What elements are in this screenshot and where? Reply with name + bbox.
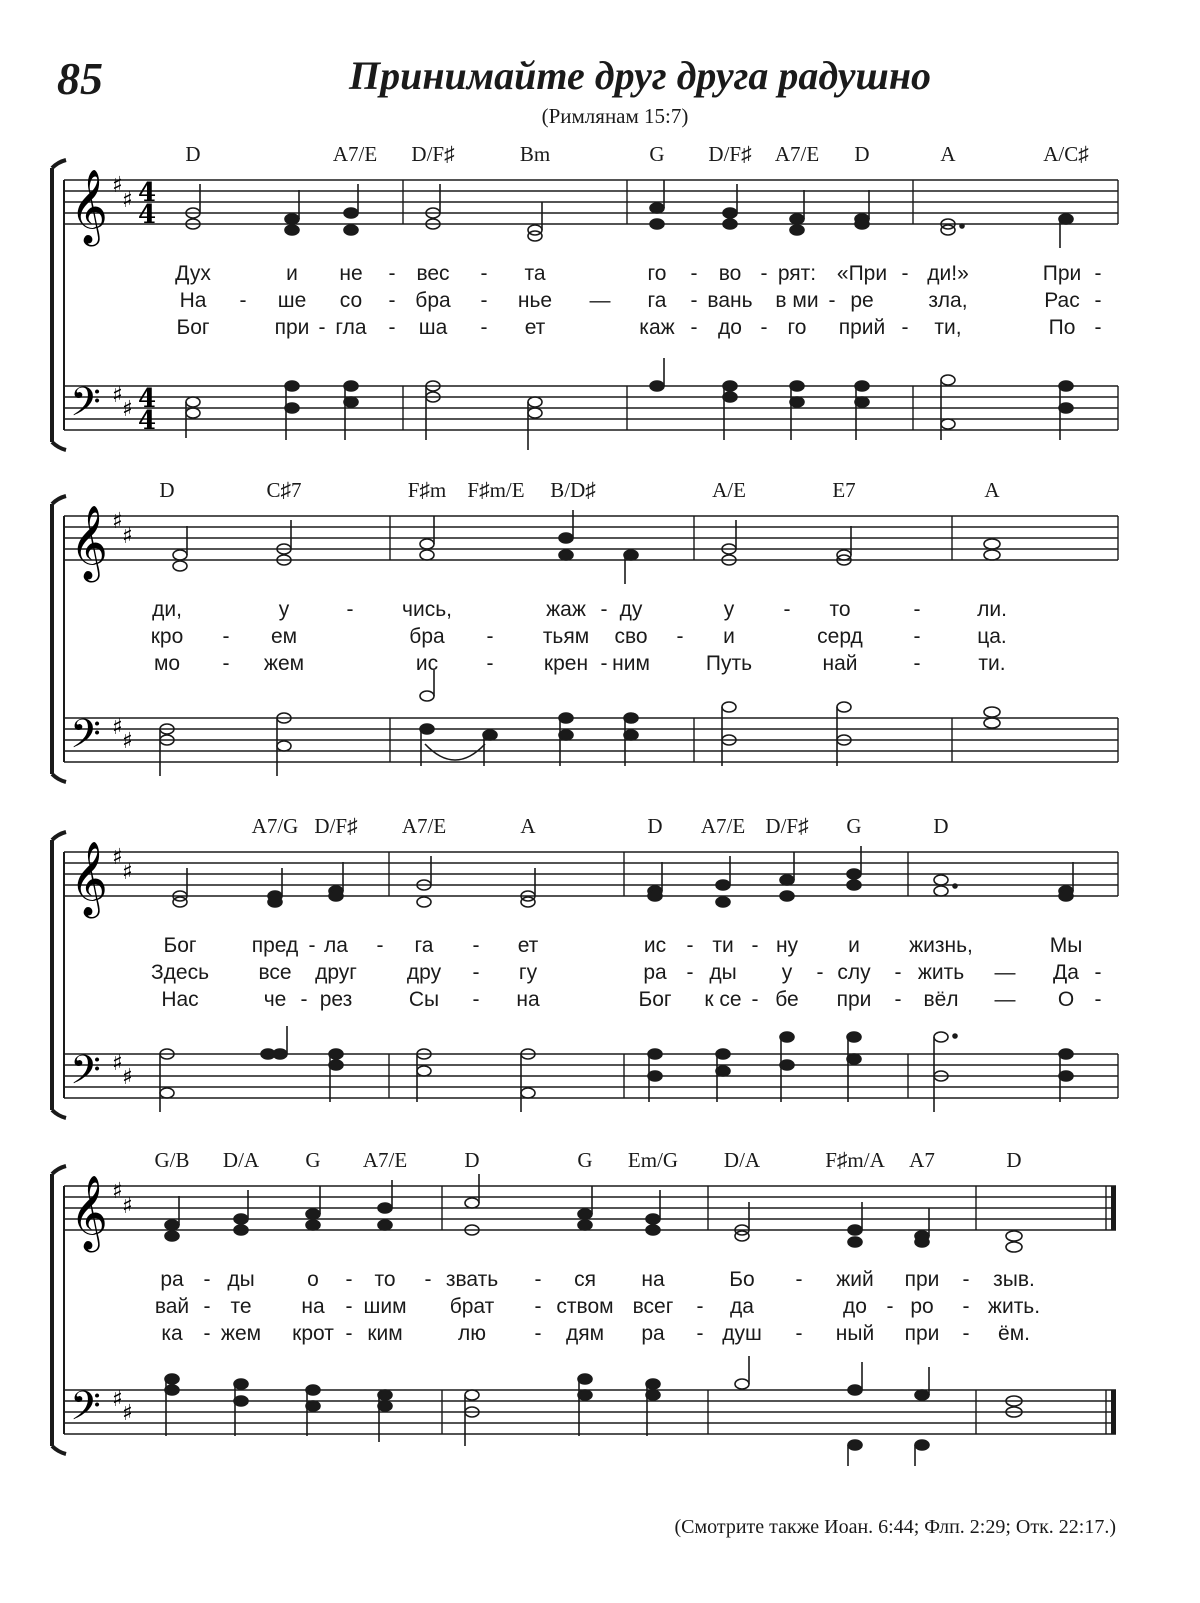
lyric-syllable: жем [263, 652, 305, 675]
lyric-syllable: - [686, 934, 694, 957]
chord-symbol: A [984, 478, 1000, 502]
lyric-syllable: и [848, 934, 860, 957]
lyric-syllable: ды [227, 1268, 255, 1291]
lyric-syllable: ет [524, 316, 546, 339]
lyric-syllable: на [641, 1268, 665, 1291]
lyric-syllable: у [278, 598, 290, 621]
chord-symbol: D [647, 814, 663, 838]
lyric-syllable: - [962, 1295, 970, 1318]
lyric-syllable: всег [632, 1295, 674, 1318]
svg-text:𝄞: 𝄞 [70, 506, 108, 580]
svg-text:♯: ♯ [112, 173, 123, 198]
lyric-syllable: до [843, 1295, 867, 1318]
lyric-syllable: вай [154, 1295, 190, 1318]
lyric-syllable: жаж [546, 598, 586, 621]
lyric-syllable: - [345, 1322, 353, 1345]
lyric-syllable: Бог [638, 988, 672, 1011]
svg-text:4: 4 [138, 406, 157, 436]
lyric-syllable: слу [837, 961, 871, 984]
lyric-syllable: - [751, 934, 759, 957]
chord-symbol: A7/G [251, 814, 299, 838]
chord-symbol: F♯m/A [825, 1148, 885, 1172]
lyric-syllable: - [534, 1322, 542, 1345]
lyric-syllable: да [730, 1295, 754, 1318]
lyric-syllable: - [424, 1268, 432, 1291]
svg-text:♯: ♯ [122, 729, 133, 754]
lyric-syllable: - [901, 262, 909, 285]
lyric-syllable: - [690, 262, 698, 285]
lyric-syllable: го [787, 316, 807, 339]
lyric-syllable: - [480, 316, 488, 339]
lyric-syllable: бе [775, 988, 799, 1011]
svg-text:𝄞: 𝄞 [70, 170, 108, 244]
lyric-syllable: ца. [977, 625, 1007, 648]
lyric-syllable: бра [409, 625, 445, 648]
lyric-syllable: ём. [998, 1322, 1030, 1345]
lyric-syllable: - [388, 289, 396, 312]
lyric-syllable: Рас [1044, 289, 1080, 312]
lyric-syllable: ре [850, 289, 874, 312]
lyric-syllable: каж [639, 316, 675, 339]
lyric-syllable: не [339, 262, 363, 285]
lyric-syllable: нье [517, 289, 553, 312]
lyric-syllable: крот [292, 1322, 334, 1345]
lyric-syllable: шим [363, 1295, 407, 1318]
lyric-syllable: ством [556, 1295, 614, 1318]
svg-text:𝄢: 𝄢 [70, 1383, 101, 1439]
lyric-syllable: ис [643, 934, 667, 957]
chord-symbol: D [159, 478, 175, 502]
lyric-syllable: друг [315, 961, 357, 984]
chord-symbol: G [846, 814, 862, 838]
lyric-syllable: - [690, 316, 698, 339]
lyric-syllable: - [345, 1268, 353, 1291]
lyric-syllable: мо [153, 652, 181, 675]
chord-symbol: A [940, 142, 956, 166]
lyric-syllable: - [222, 652, 230, 675]
chord-symbol: E7 [832, 478, 856, 502]
svg-text:♯: ♯ [122, 397, 133, 422]
svg-text:♯: ♯ [112, 509, 123, 534]
hymn-title: Принимайте друг друга радушно [348, 53, 932, 98]
chord-symbol: D [464, 1148, 480, 1172]
lyric-syllable: - [318, 316, 326, 339]
lyric-syllable: в ми [775, 289, 819, 312]
chord-symbol: D [933, 814, 949, 838]
lyric-syllable: то [829, 598, 851, 621]
lyric-syllable: жем [220, 1322, 262, 1345]
lyric-syllable: - [690, 289, 698, 312]
lyric-syllable: серд [817, 625, 863, 648]
chord-symbol: A7/E [362, 1148, 408, 1172]
lyric-syllable: рез [319, 988, 353, 1011]
lyric-syllable: - [534, 1268, 542, 1291]
lyric-syllable: жий [836, 1268, 874, 1291]
lyric-syllable: вёл [923, 988, 959, 1011]
lyric-syllable: ра [643, 961, 667, 984]
lyric-syllable: - [760, 316, 768, 339]
lyric-syllable: все [258, 961, 292, 984]
lyric-syllable: зыв. [993, 1268, 1035, 1291]
svg-text:♯: ♯ [112, 1179, 123, 1204]
lyric-syllable: сво [614, 625, 648, 648]
lyric-syllable: кро [150, 625, 184, 648]
lyric-syllable: при [836, 988, 872, 1011]
chord-symbol: F♯m [407, 478, 447, 502]
lyric-syllable: брат [449, 1295, 495, 1318]
lyric-syllable: - [308, 934, 316, 957]
lyric-syllable: ла [324, 934, 348, 957]
svg-text:4: 4 [138, 200, 157, 230]
chord-symbol: Em/G [627, 1148, 679, 1172]
cross-reference-footnote: (Смотрите также Иоан. 6:44; Флп. 2:29; Отк. 22:17.) [674, 1516, 1116, 1538]
chord-symbol: A7/E [774, 142, 820, 166]
lyric-syllable: - [239, 289, 247, 312]
chord-symbol: A/C♯ [1043, 142, 1089, 166]
lyric-syllable: ким [367, 1322, 403, 1345]
lyric-syllable: зла, [928, 289, 968, 312]
chord-symbol: B/D♯ [550, 478, 596, 502]
lyric-syllable: - [376, 934, 384, 957]
lyric-syllable: - [345, 1295, 353, 1318]
lyric-syllable: - [913, 625, 921, 648]
chord-symbol: A7 [909, 1148, 935, 1172]
lyric-syllable: - [480, 262, 488, 285]
lyric-syllable: га [414, 934, 434, 957]
chord-symbol: D [185, 142, 201, 166]
lyric-syllable: Здесь [150, 961, 210, 984]
lyric-syllable: - [795, 1268, 803, 1291]
lyric-syllable: Путь [705, 652, 753, 675]
lyric-syllable: пред [251, 934, 299, 957]
chord-symbol: G [577, 1148, 593, 1172]
lyric-syllable: вес [416, 262, 450, 285]
chord-symbol: D/F♯ [411, 142, 455, 166]
lyric-syllable: Бог [176, 316, 210, 339]
lyric-syllable: во [718, 262, 742, 285]
lyric-syllable: ем [270, 625, 298, 648]
lyric-syllable: то [374, 1268, 396, 1291]
music-system-2 [0, 476, 1200, 816]
lyric-syllable: О [1057, 988, 1075, 1011]
lyric-syllable: со [339, 289, 363, 312]
lyric-syllable: - [1094, 961, 1102, 984]
lyric-syllable: и [286, 262, 298, 285]
lyric-syllable: - [894, 988, 902, 1011]
lyric-syllable: дру [406, 961, 442, 984]
music-system-1 [0, 140, 1200, 480]
lyric-syllable: При [1042, 262, 1082, 285]
lyric-syllable: Бо [729, 1268, 755, 1291]
chord-symbol: G [305, 1148, 321, 1172]
chord-symbol: D/A [222, 1148, 260, 1172]
lyric-syllable: ти [712, 934, 734, 957]
lyric-syllable: жить. [987, 1295, 1041, 1318]
lyric-syllable: - [696, 1295, 704, 1318]
lyric-syllable: - [486, 652, 494, 675]
chord-symbol: D/A [723, 1148, 761, 1172]
svg-text:𝄞: 𝄞 [70, 842, 108, 916]
lyric-syllable: - [696, 1322, 704, 1345]
lyric-syllable: ним [612, 652, 650, 675]
lyric-syllable: — [589, 289, 611, 312]
lyric-syllable: ду [619, 598, 643, 621]
lyric-syllable: при [274, 316, 310, 339]
lyric-syllable: - [203, 1268, 211, 1291]
lyric-syllable: - [913, 652, 921, 675]
chord-symbol: Bm [519, 142, 551, 166]
lyric-syllable: - [913, 598, 921, 621]
lyric-syllable: По [1048, 316, 1076, 339]
lyric-syllable: - [751, 988, 759, 1011]
lyric-syllable: о [307, 1268, 319, 1291]
lyric-syllable: га [647, 289, 667, 312]
lyric-syllable: ет [517, 934, 539, 957]
lyric-syllable: гу [518, 961, 538, 984]
svg-text:♯: ♯ [122, 1194, 133, 1219]
svg-text:♯: ♯ [122, 1401, 133, 1426]
lyric-syllable: на [516, 988, 540, 1011]
lyric-syllable: - [962, 1268, 970, 1291]
lyric-syllable: Нас [161, 988, 199, 1011]
chord-symbol: D/F♯ [765, 814, 809, 838]
lyric-syllable: ра [641, 1322, 665, 1345]
lyric-syllable: тьям [542, 625, 590, 648]
lyric-syllable: - [686, 961, 694, 984]
lyric-syllable: бра [415, 289, 451, 312]
svg-text:♯: ♯ [122, 524, 133, 549]
lyric-syllable: — [994, 988, 1016, 1011]
svg-text:4: 4 [138, 178, 157, 208]
lyric-syllable: ну [775, 934, 799, 957]
lyric-syllable: го [647, 262, 667, 285]
svg-text:♯: ♯ [112, 383, 123, 408]
lyric-syllable: - [962, 1322, 970, 1345]
lyric-syllable: лю [457, 1322, 487, 1345]
svg-text:𝄞: 𝄞 [70, 1176, 108, 1250]
lyric-syllable: Мы [1049, 934, 1083, 957]
lyric-syllable: ли. [977, 598, 1007, 621]
lyric-syllable: гла [335, 316, 367, 339]
lyric-syllable: крен [543, 652, 589, 675]
chord-symbol: F♯m/E [467, 478, 525, 502]
lyric-syllable: - [783, 598, 791, 621]
lyric-syllable: - [472, 988, 480, 1011]
lyric-syllable: На [179, 289, 207, 312]
lyric-syllable: жить [917, 961, 965, 984]
chord-symbol: G/B [154, 1148, 190, 1172]
lyric-syllable: - [886, 1295, 894, 1318]
chord-symbol: A7/E [332, 142, 378, 166]
lyric-syllable: ти. [978, 652, 1006, 675]
lyric-syllable: «При [836, 262, 888, 285]
lyric-syllable: - [600, 652, 608, 675]
lyric-syllable: - [346, 598, 354, 621]
lyric-syllable: - [816, 961, 824, 984]
lyric-syllable: - [1094, 316, 1102, 339]
lyric-syllable: - [480, 289, 488, 312]
lyric-syllable: прий [838, 316, 886, 339]
lyric-syllable: - [300, 988, 308, 1011]
scripture-reference: (Римлянам 15:7) [541, 104, 689, 128]
lyric-syllable: у [723, 598, 735, 621]
lyric-syllable: - [1094, 289, 1102, 312]
music-system-3 [0, 812, 1200, 1152]
lyric-syllable: - [894, 961, 902, 984]
lyric-syllable: дям [565, 1322, 605, 1345]
lyric-syllable: - [203, 1322, 211, 1345]
lyric-syllable: при [904, 1268, 940, 1291]
lyric-syllable: Дух [175, 262, 211, 285]
svg-text:𝄢: 𝄢 [70, 379, 101, 435]
lyric-syllable: - [472, 934, 480, 957]
lyric-syllable: ти, [934, 316, 962, 339]
lyric-syllable: Бог [163, 934, 197, 957]
lyric-syllable: ка [161, 1322, 183, 1345]
lyric-syllable: ис [415, 652, 439, 675]
lyric-syllable: - [828, 289, 836, 312]
lyric-syllable: - [676, 625, 684, 648]
chord-symbol: C♯7 [266, 478, 302, 502]
chord-symbol: D/F♯ [314, 814, 358, 838]
lyric-syllable: - [795, 1322, 803, 1345]
svg-text:♯: ♯ [122, 188, 133, 213]
chord-symbol: D [1006, 1148, 1022, 1172]
lyric-syllable: ша [418, 316, 448, 339]
lyric-syllable: и [723, 625, 735, 648]
svg-text:♯: ♯ [112, 845, 123, 870]
lyric-syllable: - [388, 262, 396, 285]
lyric-syllable: ся [574, 1268, 596, 1291]
lyric-syllable: - [901, 316, 909, 339]
lyric-syllable: — [994, 961, 1016, 984]
lyric-syllable: - [486, 625, 494, 648]
lyric-syllable: звать [445, 1268, 499, 1291]
lyric-syllable: - [534, 1295, 542, 1318]
svg-text:4: 4 [138, 384, 157, 414]
lyric-syllable: - [600, 598, 608, 621]
lyric-syllable: че [263, 988, 287, 1011]
svg-text:♯: ♯ [122, 860, 133, 885]
lyric-syllable: та [524, 262, 546, 285]
chord-symbol: A/E [712, 478, 746, 502]
lyric-syllable: вань [707, 289, 753, 312]
lyric-syllable: ро [910, 1295, 934, 1318]
lyric-syllable: - [1094, 262, 1102, 285]
lyric-syllable: - [760, 262, 768, 285]
lyric-syllable: - [1094, 988, 1102, 1011]
svg-text:𝄢: 𝄢 [70, 711, 101, 767]
lyric-syllable: те [230, 1295, 252, 1318]
chord-symbol: D/F♯ [708, 142, 752, 166]
lyric-syllable: душ [722, 1322, 762, 1345]
lyric-syllable: ше [277, 289, 307, 312]
lyric-syllable: ный [835, 1322, 875, 1345]
lyric-syllable: до [718, 316, 742, 339]
lyric-syllable: у [781, 961, 793, 984]
lyric-syllable: рят: [777, 262, 817, 285]
svg-text:♯: ♯ [112, 1387, 123, 1412]
svg-text:𝄢: 𝄢 [70, 1047, 101, 1103]
lyric-syllable: - [388, 316, 396, 339]
lyric-syllable: ра [160, 1268, 184, 1291]
svg-text:♯: ♯ [112, 1051, 123, 1076]
lyric-syllable: - [203, 1295, 211, 1318]
lyric-syllable: ди, [152, 598, 182, 621]
svg-text:♯: ♯ [112, 715, 123, 740]
lyric-syllable: на [301, 1295, 325, 1318]
lyric-syllable: чись, [402, 598, 452, 621]
chord-symbol: A7/E [401, 814, 447, 838]
svg-text:♯: ♯ [122, 1065, 133, 1090]
lyric-syllable: най [822, 652, 858, 675]
lyric-syllable: к се [704, 988, 742, 1011]
music-system-4 [0, 1146, 1200, 1486]
chord-symbol: D [854, 142, 870, 166]
lyric-syllable: - [222, 625, 230, 648]
lyric-syllable: Сы [408, 988, 440, 1011]
chord-symbol: A7/E [700, 814, 746, 838]
chord-symbol: A [520, 814, 536, 838]
lyric-syllable: - [472, 961, 480, 984]
lyric-syllable: ды [709, 961, 737, 984]
lyric-syllable: жизнь, [909, 934, 973, 957]
lyric-syllable: при [904, 1322, 940, 1345]
lyric-syllable: Да [1053, 961, 1079, 984]
hymn-number: 85 [57, 53, 103, 104]
chord-symbol: G [649, 142, 665, 166]
lyric-syllable: ди!» [927, 262, 969, 285]
